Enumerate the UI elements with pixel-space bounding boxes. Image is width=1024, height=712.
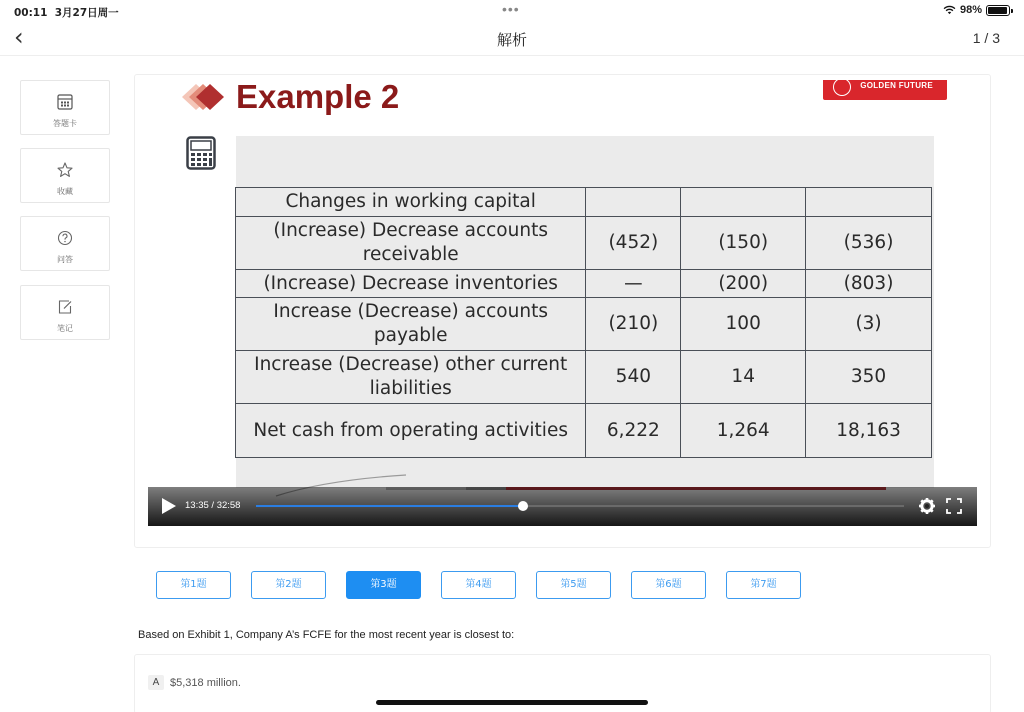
table-row <box>236 188 932 217</box>
table-row <box>236 404 932 458</box>
table-cell: (150) <box>681 217 806 270</box>
note-edit-icon <box>56 298 74 316</box>
sidebar-item-label: 收藏 <box>57 187 73 196</box>
table-row <box>236 298 932 351</box>
table-cell-label: (Increase) Decrease inventories <box>236 270 586 298</box>
table-cell: 18,163 <box>806 404 932 458</box>
video-progress-track[interactable] <box>256 505 904 507</box>
table-cell: 6,222 <box>586 404 681 458</box>
sidebar-item-label: 问答 <box>57 255 73 264</box>
battery-percent: 98% <box>959 4 982 16</box>
table-cell: (536) <box>806 217 932 270</box>
table-cell-label: Net cash from operating activities <box>236 404 586 458</box>
video-controls <box>148 487 977 526</box>
status-bar <box>0 0 1024 22</box>
sidebar-item-notes[interactable] <box>20 285 110 340</box>
fullscreen-icon[interactable] <box>946 498 962 514</box>
play-icon[interactable] <box>162 498 176 514</box>
table-cell: 100 <box>681 298 806 351</box>
tab-question-6[interactable]: 第6题 <box>631 571 706 599</box>
table-cell <box>586 188 681 217</box>
video-progress-fill <box>256 505 523 507</box>
option-a[interactable] <box>148 675 241 690</box>
multitask-dots-icon[interactable]: ••• <box>502 1 520 17</box>
tab-question-7[interactable]: 第7题 <box>726 571 801 599</box>
table-cell: 14 <box>681 351 806 404</box>
sidebar-item-qa[interactable] <box>20 216 110 271</box>
video-player[interactable] <box>148 80 977 526</box>
table-cell <box>806 188 932 217</box>
page-title: 解析 <box>496 31 527 49</box>
financial-table <box>235 187 932 458</box>
tab-question-5[interactable]: 第5题 <box>536 571 611 599</box>
tab-question-3[interactable]: 第3题 <box>346 571 421 599</box>
calculator-icon <box>186 136 216 170</box>
table-cell: (210) <box>586 298 681 351</box>
star-icon <box>56 161 74 179</box>
sidebar-item-favorite[interactable] <box>20 148 110 203</box>
table-cell-label: Changes in working capital <box>236 188 586 217</box>
sidebar-item-label: 笔记 <box>57 324 73 333</box>
table-cell: 1,264 <box>681 404 806 458</box>
status-time: 00:11 3月27日周一 <box>14 7 119 19</box>
table-row <box>236 270 932 298</box>
slide-title: Example 2 <box>236 80 400 115</box>
table-cell-label: Increase (Decrease) accounts payable <box>236 298 586 351</box>
table-row <box>236 217 932 270</box>
brand-emblem-icon <box>833 80 851 96</box>
option-text: $5,318 million. <box>170 676 241 689</box>
tab-question-4[interactable]: 第4题 <box>441 571 516 599</box>
slide-diamond-logo-icon <box>182 82 242 112</box>
sidebar-item-answer-sheet[interactable] <box>20 80 110 135</box>
status-right <box>943 4 1010 16</box>
table-cell: (200) <box>681 270 806 298</box>
nav-bar <box>0 22 1024 56</box>
question-text: Based on Exhibit 1, Company A’s FCFE for the most recent year is closest to: <box>138 629 515 641</box>
back-button[interactable]: ‹ <box>14 23 24 51</box>
sidebar-item-label: 答题卡 <box>53 119 77 128</box>
home-indicator[interactable] <box>376 700 648 705</box>
table-cell <box>681 188 806 217</box>
option-letter: A <box>148 675 164 690</box>
answer-sheet-icon <box>56 93 74 111</box>
settings-gear-icon[interactable] <box>918 497 936 515</box>
video-time: 13:35 / 32:58 <box>185 500 241 511</box>
video-progress-handle[interactable] <box>518 501 528 511</box>
table-cell: (452) <box>586 217 681 270</box>
table-cell-label: (Increase) Decrease accounts receivable <box>236 217 586 270</box>
tab-question-2[interactable]: 第2题 <box>251 571 326 599</box>
table-cell: (803) <box>806 270 932 298</box>
wifi-icon <box>943 5 956 15</box>
brand-logo: GOLDEN FUTURE <box>823 80 947 100</box>
tab-question-1[interactable]: 第1题 <box>156 571 231 599</box>
table-cell-label: Increase (Decrease) other current liabilities <box>236 351 586 404</box>
table-cell: 350 <box>806 351 932 404</box>
table-cell: (3) <box>806 298 932 351</box>
page-indicator: 1 / 3 <box>972 30 1000 46</box>
table-row <box>236 351 932 404</box>
battery-icon <box>986 5 1010 16</box>
table-cell: 540 <box>586 351 681 404</box>
question-icon <box>56 229 74 247</box>
table-cell: — <box>586 270 681 298</box>
